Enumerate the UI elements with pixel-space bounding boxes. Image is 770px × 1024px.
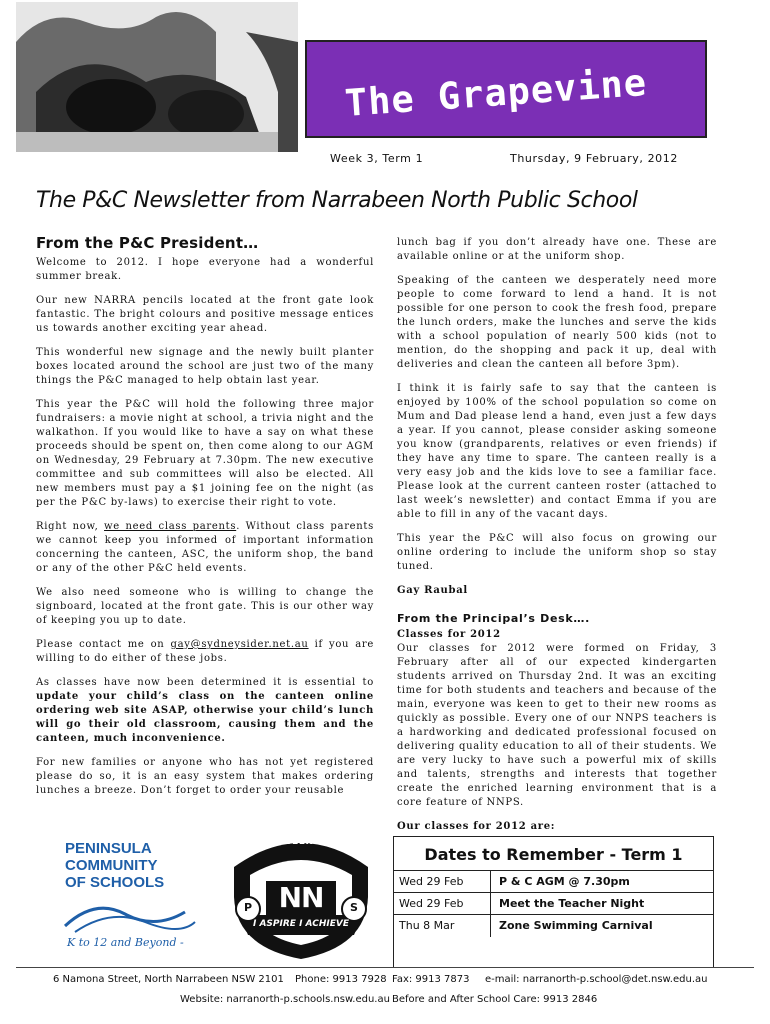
wave-landscape-icon bbox=[55, 892, 205, 936]
president-paragraph-6: We also need someone who is willing to change the signboard, located at the front gate. This is our other way of keeping you up to date. bbox=[36, 587, 374, 626]
date-row-event: Meet the Teacher Night bbox=[499, 897, 645, 910]
crest-letter-p: P bbox=[243, 901, 253, 914]
president-paragraph-9: For new families or anyone who has not yet registered please do so, it is an easy system that makes ordering lunches a breeze. Don’t forget to order your reusable bbox=[36, 757, 374, 796]
newsletter-subtitle: The P&C Newsletter from Narrabeen North Public School bbox=[36, 188, 638, 213]
footer-email[interactable]: e-mail: narranorth-p.school@det.nsw.edu.au bbox=[485, 974, 708, 985]
classes-subheading: Classes for 2012 bbox=[397, 629, 501, 640]
date-row bbox=[393, 892, 714, 915]
principal-heading: From the Principal’s Desk…. bbox=[397, 612, 590, 625]
principal-paragraph-1: Our classes for 2012 were formed on Friday, 3 February after all of our expected kindergarten students arrived on Thursday 2nd. It was an exciting time for both students and teachers and because of the main, everyone was keen to get to their new rooms as quickly as possible. Every one of our NNPS teachers is a hardworking and dedicated professional focused on delivering quality education to all of their students. We are very lucky to have such a powerful mix of skills and talents, strengths and interests that together create the enriched learning environment that is a core feature of NNPS. bbox=[397, 643, 717, 808]
pcs-logo-line-2: COMMUNITY bbox=[65, 857, 158, 874]
president-paragraph-8: As classes have now been determined it is essential to update your child’s class on the canteen online ordering web site ASAP, otherwise your child’s lunch will go their old classroom, causing them and the canteen, much inconvenience. bbox=[36, 677, 374, 744]
president-column bbox=[36, 236, 374, 808]
principal-paragraph-2: Our classes for 2012 are: bbox=[397, 821, 556, 832]
canteen-paragraph-1: lunch bag if you don’t already have one. These are available online or at the uniform shop. bbox=[397, 237, 717, 262]
date-row-date: Wed 29 Feb bbox=[399, 897, 464, 910]
pcs-logo-line-1: PENINSULA bbox=[65, 840, 152, 857]
date-row bbox=[393, 870, 714, 893]
dates-title: Dates to Remember - Term 1 bbox=[424, 845, 683, 864]
footer-care: Before and After School Care: 9913 2846 bbox=[392, 994, 598, 1005]
date-row-event: Zone Swimming Carnival bbox=[499, 919, 653, 932]
pcs-logo-line-3: OF SCHOOLS bbox=[65, 874, 165, 891]
president-heading: From the P&C President… bbox=[36, 234, 259, 252]
issue-date: Thursday, 9 February, 2012 bbox=[510, 152, 678, 165]
footer-phone: Phone: 9913 7928 bbox=[295, 974, 387, 985]
date-row-date: Thu 8 Mar bbox=[399, 919, 455, 932]
crest-motto: I ASPIRE I ACHIEVE bbox=[252, 919, 349, 929]
date-row-event: P & C AGM @ 7.30pm bbox=[499, 875, 630, 888]
crest-letter-s: S bbox=[350, 901, 358, 914]
pcs-tagline: K to 12 and Beyond - bbox=[67, 936, 184, 949]
footer-address: 6 Namona Street, North Narrabeen NSW 2101 bbox=[53, 974, 284, 985]
masthead-photo bbox=[16, 2, 298, 152]
footer-rule bbox=[16, 967, 754, 968]
online-ordering-paragraph: This year the P&C will also focus on growing our online ordering to include the uniform shop so stay tuned. bbox=[397, 533, 717, 572]
footer-website[interactable]: Website: narranorth-p.schools.nsw.edu.au bbox=[180, 994, 390, 1005]
date-row bbox=[393, 914, 714, 937]
pcs-logo bbox=[55, 840, 205, 960]
right-column bbox=[397, 236, 717, 844]
president-signoff: Gay Raubal bbox=[397, 585, 468, 596]
school-building-photo bbox=[16, 2, 298, 152]
date-row-date: Wed 29 Feb bbox=[399, 875, 464, 888]
president-paragraph-4: This year the P&C will hold the following three major fundraisers: a movie night at school, a trivia night and the walkathon. If you would like to have a say on what these proceeds should be spent on, then come along to our AGM on Wednesday, 29 February at 7.30pm. The new executive committee and sub committees will also be elected. All new members must pay a $1 joining fee on the night (as per the P&C by-laws) to exercise their right to vote. bbox=[36, 399, 374, 508]
president-paragraph-5: Right now, we need class parents. Without class parents we cannot keep you informed of important information concerning the canteen, ASC, the uniform shop, the band or any of the other P&C held events. bbox=[36, 521, 374, 574]
footer-fax: Fax: 9913 7873 bbox=[392, 974, 470, 985]
president-paragraph-3: This wonderful new signage and the newly built planter boxes located around the school are just two of the many things the P&C managed to help obtain last year. bbox=[36, 347, 374, 386]
canteen-paragraph-2: Speaking of the canteen we desperately need more people to come forward to lend a hand. It is not possible for one person to cook the fresh food, prepare the lunch orders, make the lunches and serve the kids with a school population of nearly 500 kids (not to mention, do the shopping and pack it up, deal with deliveries and clean the canteen all before 3pm). bbox=[397, 275, 717, 370]
class-parents-link[interactable]: we need class parents bbox=[104, 521, 237, 532]
president-paragraph-7: Please contact me on gay@sydneysider.net.au if you are willing to do either of these jobs. bbox=[36, 639, 375, 664]
newsletter-title: The Grapevine bbox=[343, 60, 649, 125]
crest-initials: NN bbox=[278, 881, 324, 914]
week-term: Week 3, Term 1 bbox=[330, 152, 424, 165]
canteen-paragraph-3: I think it is fairly safe to say that the canteen is enjoyed by 100% of the school population so come on Mum and Dad please lend a hand, even just a few days a year. If you cannot, please consider asking someone you know (grandparents, relatives or even friends) if they have any time to spare. The canteen really is a very easy job and the kids love to see a familiar face. Please look at the current canteen roster (attached to last week’s newsletter) and contact Emma if you are able to fill in any of the vacant days. bbox=[397, 383, 717, 520]
president-paragraph-1: Welcome to 2012. I hope everyone had a wonderful summer break. bbox=[36, 257, 374, 282]
president-paragraph-2: Our new NARRA pencils located at the front gate look fantastic. The bright colours and positive message entices us towards another exciting year ahead. bbox=[36, 295, 374, 334]
school-crest bbox=[226, 827, 376, 962]
president-email-link[interactable]: gay@sydneysider.net.au bbox=[170, 639, 309, 650]
crest-arc-text: NARRABEEN NORTH bbox=[246, 837, 356, 847]
